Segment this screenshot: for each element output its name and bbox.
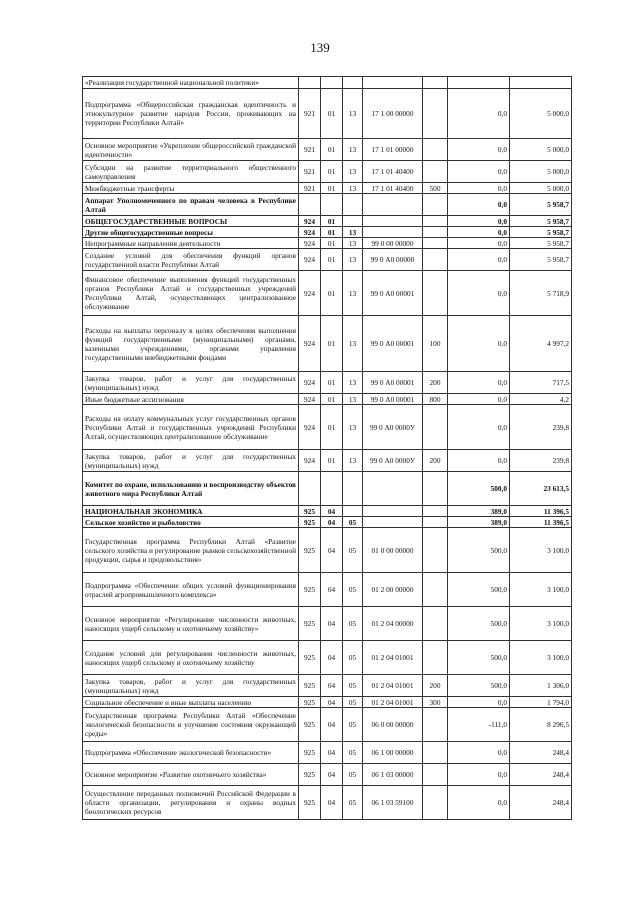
subsection-code-cell: 05	[343, 708, 363, 742]
amount-change-cell: 0,0	[448, 161, 510, 183]
amount-total-cell: 3 100,0	[510, 607, 572, 641]
table-row	[83, 194, 572, 216]
amount-total-cell: 5 000,0	[510, 183, 572, 194]
table-row	[83, 786, 572, 820]
amount-total-cell: 11 396,5	[510, 517, 572, 528]
section-code-cell: 01	[321, 450, 343, 472]
ministry-code-cell: 925	[299, 573, 321, 607]
expense-type-code-cell: 800	[423, 394, 448, 405]
expense-name-cell: Закупка товаров, работ и услуг для государственных (муниципальных) нужд	[83, 675, 299, 697]
expense-name-cell: «Реализация государственной национальной политики»	[83, 77, 299, 89]
table-row	[83, 394, 572, 405]
amount-change-cell: 389,0	[448, 506, 510, 517]
target-article-code-cell: 99 0 А0 00001	[363, 316, 423, 372]
amount-total-cell: 5 000,0	[510, 89, 572, 139]
amount-change-cell: 389,0	[448, 517, 510, 528]
subsection-code-cell: 13	[343, 450, 363, 472]
table-row	[83, 573, 572, 607]
amount-change-cell: 500,0	[448, 641, 510, 675]
amount-change-cell: 0,0	[448, 89, 510, 139]
expense-name-cell: НАЦИОНАЛЬНАЯ ЭКОНОМИКА	[83, 506, 299, 517]
amount-change-cell: 0,0	[448, 216, 510, 227]
section-code-cell: 01	[321, 238, 343, 249]
ministry-code-cell: 924	[299, 316, 321, 372]
expense-type-code-cell	[423, 139, 448, 161]
amount-total-cell: 248,4	[510, 786, 572, 820]
expense-name-cell: Непрограммные направления деятельности	[83, 238, 299, 249]
amount-change-cell: 0,0	[448, 316, 510, 372]
amount-change-cell: 500,0	[448, 472, 510, 506]
table-row	[83, 708, 572, 742]
target-article-code-cell: 99 0 А0 00001	[363, 271, 423, 316]
target-article-code-cell	[363, 517, 423, 528]
table-row	[83, 216, 572, 227]
subsection-code-cell: 05	[343, 697, 363, 708]
table-row	[83, 77, 572, 89]
amount-total-cell: 5 000,0	[510, 161, 572, 183]
target-article-code-cell: 06 1 03 59100	[363, 786, 423, 820]
table-row	[83, 472, 572, 506]
expense-name-cell: Аппарат Уполномоченного по правам человека в Республике Алтай	[83, 194, 299, 216]
ministry-code-cell: 921	[299, 183, 321, 194]
table-row	[83, 183, 572, 194]
budget-table	[82, 76, 572, 820]
expense-type-code-cell	[423, 271, 448, 316]
section-code-cell: 01	[321, 89, 343, 139]
target-article-code-cell	[363, 194, 423, 216]
amount-change-cell: 0,0	[448, 394, 510, 405]
expense-type-code-cell	[423, 238, 448, 249]
target-article-code-cell: 99 0 А0 0000У	[363, 405, 423, 450]
section-code-cell: 01	[321, 216, 343, 227]
expense-type-code-cell	[423, 249, 448, 271]
expense-type-code-cell	[423, 641, 448, 675]
expense-type-code-cell	[423, 764, 448, 786]
ministry-code-cell: 924	[299, 238, 321, 249]
expense-name-cell: Расходы на оплату коммунальных услуг государственных органов Республики Алтай и государственных учреждений Республики Алтай, осуществляющих централизованное обслуживание	[83, 405, 299, 450]
ministry-code-cell: 924	[299, 249, 321, 271]
ministry-code-cell: 925	[299, 607, 321, 641]
amount-total-cell: 239,8	[510, 405, 572, 450]
amount-change-cell: 0,0	[448, 405, 510, 450]
amount-total-cell: 5 958,7	[510, 194, 572, 216]
ministry-code-cell	[299, 77, 321, 89]
target-article-code-cell: 17 1 01 00000	[363, 139, 423, 161]
subsection-code-cell: 13	[343, 394, 363, 405]
section-code-cell: 04	[321, 641, 343, 675]
expense-type-code-cell	[423, 216, 448, 227]
subsection-code-cell	[343, 194, 363, 216]
ministry-code-cell: 925	[299, 764, 321, 786]
amount-total-cell: 4,2	[510, 394, 572, 405]
target-article-code-cell: 01 2 00 00000	[363, 573, 423, 607]
ministry-code-cell	[299, 472, 321, 506]
section-code-cell: 04	[321, 764, 343, 786]
target-article-code-cell: 99 0 А0 00001	[363, 394, 423, 405]
section-code-cell	[321, 77, 343, 89]
amount-change-cell: 0,0	[448, 271, 510, 316]
subsection-code-cell	[343, 472, 363, 506]
expense-name-cell: Подпрограмма «Обеспечение общих условий функционирования отраслей агропромышленного комплекса»	[83, 573, 299, 607]
target-article-code-cell: 99 0 А0 00000	[363, 249, 423, 271]
subsection-code-cell: 13	[343, 316, 363, 372]
amount-change-cell: 0,0	[448, 742, 510, 764]
subsection-code-cell: 13	[343, 139, 363, 161]
amount-total-cell: 23 613,5	[510, 472, 572, 506]
ministry-code-cell: 924	[299, 372, 321, 394]
ministry-code-cell: 924	[299, 450, 321, 472]
target-article-code-cell: 06 0 00 00000	[363, 708, 423, 742]
expense-name-cell: Финансовое обеспечение выполнения функций государственных органов Республики Алтай и государственных учреждений Республики Алтай, осуществляющих централизованное обслуживание	[83, 271, 299, 316]
amount-change-cell: 500,0	[448, 675, 510, 697]
amount-change-cell: 500,0	[448, 607, 510, 641]
amount-total-cell: 248,4	[510, 764, 572, 786]
subsection-code-cell: 13	[343, 249, 363, 271]
expense-type-code-cell	[423, 77, 448, 89]
expense-name-cell: Подпрограмма «Обеспечение экологической безопасности»	[83, 742, 299, 764]
expense-type-code-cell	[423, 405, 448, 450]
expense-type-code-cell	[423, 528, 448, 573]
section-code-cell: 04	[321, 675, 343, 697]
subsection-code-cell: 05	[343, 607, 363, 641]
amount-change-cell: 0,0	[448, 238, 510, 249]
amount-total-cell: 248,4	[510, 742, 572, 764]
expense-type-code-cell	[423, 472, 448, 506]
expense-type-code-cell: 200	[423, 450, 448, 472]
target-article-code-cell: 17 1 01 40400	[363, 183, 423, 194]
expense-name-cell: Комитет по охране, использованию и воспроизводству объектов животного мира Республики Алтай	[83, 472, 299, 506]
table-row	[83, 89, 572, 139]
subsection-code-cell: 13	[343, 238, 363, 249]
expense-name-cell: Иные бюджетные ассигнования	[83, 394, 299, 405]
expense-type-code-cell	[423, 517, 448, 528]
ministry-code-cell: 924	[299, 216, 321, 227]
expense-name-cell: Осуществление переданных полномочий Российской Федерации в области организации, регулирования и охраны водных биологических ресурсов	[83, 786, 299, 820]
section-code-cell: 01	[321, 249, 343, 271]
page-number: 139	[310, 40, 330, 55]
ministry-code-cell: 925	[299, 641, 321, 675]
expense-type-code-cell	[423, 89, 448, 139]
expense-type-code-cell	[423, 227, 448, 238]
expense-name-cell: Подпрограмма «Общероссийская гражданская идентичность и этнокультурное развитие народов России, проживающих на территории Республики Алтай»	[83, 89, 299, 139]
subsection-code-cell: 05	[343, 675, 363, 697]
subsection-code-cell: 05	[343, 786, 363, 820]
section-code-cell: 01	[321, 405, 343, 450]
amount-total-cell: 5 958,7	[510, 216, 572, 227]
amount-change-cell: 0,0	[448, 697, 510, 708]
table-row	[83, 271, 572, 316]
amount-change-cell: 0,0	[448, 194, 510, 216]
subsection-code-cell: 13	[343, 227, 363, 238]
section-code-cell: 01	[321, 161, 343, 183]
amount-total-cell: 4 997,2	[510, 316, 572, 372]
table-row	[83, 506, 572, 517]
target-article-code-cell: 99 0 А0 0000У	[363, 450, 423, 472]
table-row	[83, 764, 572, 786]
table-row	[83, 528, 572, 573]
amount-change-cell: 500,0	[448, 573, 510, 607]
subsection-code-cell: 05	[343, 742, 363, 764]
table-row	[83, 249, 572, 271]
ministry-code-cell	[299, 194, 321, 216]
expense-name-cell: Сельское хозяйство и рыболовство	[83, 517, 299, 528]
table-row	[83, 517, 572, 528]
target-article-code-cell: 01 0 00 00000	[363, 528, 423, 573]
subsection-code-cell: 05	[343, 764, 363, 786]
expense-type-code-cell: 300	[423, 697, 448, 708]
target-article-code-cell: 06 1 03 00000	[363, 764, 423, 786]
target-article-code-cell: 99 0 А0 00001	[363, 372, 423, 394]
ministry-code-cell: 925	[299, 708, 321, 742]
expense-type-code-cell: 100	[423, 316, 448, 372]
expense-name-cell: Основное мероприятие «Регулирование численности животных, наносящих ущерб сельскому и охотничьему хозяйству»	[83, 607, 299, 641]
target-article-code-cell: 06 1 00 00000	[363, 742, 423, 764]
expense-name-cell: Государственная программа Республики Алтай «Развитие сельского хозяйства и регулирование рынков сельскохозяйственной продукции, сырья и продовольствия»	[83, 528, 299, 573]
subsection-code-cell: 05	[343, 573, 363, 607]
ministry-code-cell: 925	[299, 697, 321, 708]
table-row	[83, 405, 572, 450]
table-row	[83, 227, 572, 238]
expense-name-cell: Создание условий для обеспечения функций органов государственной власти Республики Алтай	[83, 249, 299, 271]
expense-type-code-cell	[423, 161, 448, 183]
expense-name-cell: ОБЩЕГОСУДАРСТВЕННЫЕ ВОПРОСЫ	[83, 216, 299, 227]
ministry-code-cell: 925	[299, 786, 321, 820]
amount-total-cell: 5 958,7	[510, 249, 572, 271]
table-body	[83, 77, 572, 820]
subsection-code-cell: 13	[343, 89, 363, 139]
section-code-cell: 04	[321, 506, 343, 517]
section-code-cell: 01	[321, 316, 343, 372]
subsection-code-cell: 13	[343, 183, 363, 194]
section-code-cell: 04	[321, 697, 343, 708]
expense-type-code-cell: 500	[423, 183, 448, 194]
ministry-code-cell: 924	[299, 405, 321, 450]
amount-change-cell: 0,0	[448, 764, 510, 786]
expense-name-cell: Социальное обеспечение и иные выплаты населению	[83, 697, 299, 708]
target-article-code-cell	[363, 227, 423, 238]
section-code-cell: 01	[321, 394, 343, 405]
target-article-code-cell: 01 2 04 01001	[363, 675, 423, 697]
amount-total-cell	[510, 77, 572, 89]
expense-name-cell: Расходы на выплаты персоналу в целях обеспечения выполнения функций государственными (муниципальными) органами, казенными учреждениями, органами управления государственными внебюджетными фондами	[83, 316, 299, 372]
ministry-code-cell: 925	[299, 528, 321, 573]
table-row	[83, 161, 572, 183]
section-code-cell: 04	[321, 573, 343, 607]
amount-total-cell: 239,8	[510, 450, 572, 472]
section-code-cell: 04	[321, 517, 343, 528]
table-row	[83, 607, 572, 641]
ministry-code-cell: 925	[299, 675, 321, 697]
amount-change-cell: -111,0	[448, 708, 510, 742]
amount-total-cell: 5 958,7	[510, 238, 572, 249]
subsection-code-cell: 13	[343, 405, 363, 450]
target-article-code-cell: 01 2 04 01001	[363, 641, 423, 675]
table-row	[83, 316, 572, 372]
amount-change-cell: 0,0	[448, 372, 510, 394]
table-row	[83, 238, 572, 249]
amount-change-cell: 0,0	[448, 227, 510, 238]
amount-total-cell: 3 100,0	[510, 641, 572, 675]
subsection-code-cell: 13	[343, 372, 363, 394]
target-article-code-cell: 01 2 04 01001	[363, 697, 423, 708]
section-code-cell: 01	[321, 227, 343, 238]
expense-type-code-cell	[423, 607, 448, 641]
amount-total-cell: 5 000,0	[510, 139, 572, 161]
ministry-code-cell: 921	[299, 139, 321, 161]
target-article-code-cell	[363, 216, 423, 227]
amount-total-cell: 3 100,0	[510, 528, 572, 573]
expense-type-code-cell	[423, 506, 448, 517]
amount-total-cell: 1 306,0	[510, 675, 572, 697]
section-code-cell: 01	[321, 183, 343, 194]
subsection-code-cell: 13	[343, 161, 363, 183]
section-code-cell	[321, 194, 343, 216]
ministry-code-cell: 924	[299, 227, 321, 238]
target-article-code-cell	[363, 506, 423, 517]
table-row	[83, 641, 572, 675]
section-code-cell: 04	[321, 528, 343, 573]
target-article-code-cell: 99 0 00 00000	[363, 238, 423, 249]
expense-type-code-cell: 200	[423, 372, 448, 394]
target-article-code-cell: 17 1 01 40400	[363, 161, 423, 183]
section-code-cell: 01	[321, 271, 343, 316]
section-code-cell	[321, 472, 343, 506]
target-article-code-cell	[363, 472, 423, 506]
ministry-code-cell: 924	[299, 271, 321, 316]
expense-type-code-cell	[423, 742, 448, 764]
subsection-code-cell: 05	[343, 528, 363, 573]
expense-type-code-cell	[423, 786, 448, 820]
section-code-cell: 01	[321, 372, 343, 394]
section-code-cell: 04	[321, 742, 343, 764]
amount-total-cell: 8 296,5	[510, 708, 572, 742]
ministry-code-cell: 921	[299, 89, 321, 139]
amount-total-cell: 1 794,0	[510, 697, 572, 708]
table-row	[83, 697, 572, 708]
subsection-code-cell	[343, 77, 363, 89]
subsection-code-cell: 05	[343, 641, 363, 675]
section-code-cell: 04	[321, 786, 343, 820]
amount-total-cell: 5 958,7	[510, 227, 572, 238]
table-row	[83, 675, 572, 697]
ministry-code-cell: 925	[299, 742, 321, 764]
expense-type-code-cell	[423, 194, 448, 216]
table-row	[83, 450, 572, 472]
expense-name-cell: Субсидии на развитие территориального общественного самоуправления	[83, 161, 299, 183]
table-row	[83, 742, 572, 764]
section-code-cell: 01	[321, 139, 343, 161]
subsection-code-cell	[343, 216, 363, 227]
expense-name-cell: Создание условий для регулирования численности животных, наносящих ущерб сельскому и охотничьему хозяйству	[83, 641, 299, 675]
section-code-cell: 04	[321, 607, 343, 641]
amount-change-cell: 0,0	[448, 450, 510, 472]
amount-change-cell: 0,0	[448, 786, 510, 820]
amount-change-cell: 0,0	[448, 139, 510, 161]
target-article-code-cell: 17 1 00 00000	[363, 89, 423, 139]
subsection-code-cell	[343, 506, 363, 517]
amount-change-cell: 0,0	[448, 249, 510, 271]
expense-name-cell: Государственная программа Республики Алтай «Обеспечение экологической безопасности и улучшение состояния окружающей среды»	[83, 708, 299, 742]
amount-total-cell: 3 100,0	[510, 573, 572, 607]
subsection-code-cell: 05	[343, 517, 363, 528]
target-article-code-cell	[363, 77, 423, 89]
amount-total-cell: 717,5	[510, 372, 572, 394]
expense-name-cell: Закупка товаров, работ и услуг для государственных (муниципальных) нужд	[83, 450, 299, 472]
amount-change-cell	[448, 77, 510, 89]
expense-name-cell: Закупка товаров, работ и услуг для государственных (муниципальных) нужд	[83, 372, 299, 394]
amount-total-cell: 5 718,9	[510, 271, 572, 316]
ministry-code-cell: 924	[299, 394, 321, 405]
table-row	[83, 372, 572, 394]
amount-total-cell: 11 396,5	[510, 506, 572, 517]
expense-type-code-cell: 200	[423, 675, 448, 697]
table-row	[83, 139, 572, 161]
ministry-code-cell: 925	[299, 506, 321, 517]
expense-type-code-cell	[423, 573, 448, 607]
ministry-code-cell: 925	[299, 517, 321, 528]
expense-name-cell: Основное мероприятие «Развитие охотничьего хозяйства»	[83, 764, 299, 786]
amount-change-cell: 500,0	[448, 528, 510, 573]
expense-name-cell: Другие общегосударственные вопросы	[83, 227, 299, 238]
amount-change-cell: 0,0	[448, 183, 510, 194]
ministry-code-cell: 921	[299, 161, 321, 183]
expense-name-cell: Основное мероприятие «Укрепление общероссийской гражданской идентичности»	[83, 139, 299, 161]
target-article-code-cell: 01 2 04 00000	[363, 607, 423, 641]
expense-type-code-cell	[423, 708, 448, 742]
subsection-code-cell: 13	[343, 271, 363, 316]
expense-name-cell: Межбюджетные трансферты	[83, 183, 299, 194]
section-code-cell: 04	[321, 708, 343, 742]
